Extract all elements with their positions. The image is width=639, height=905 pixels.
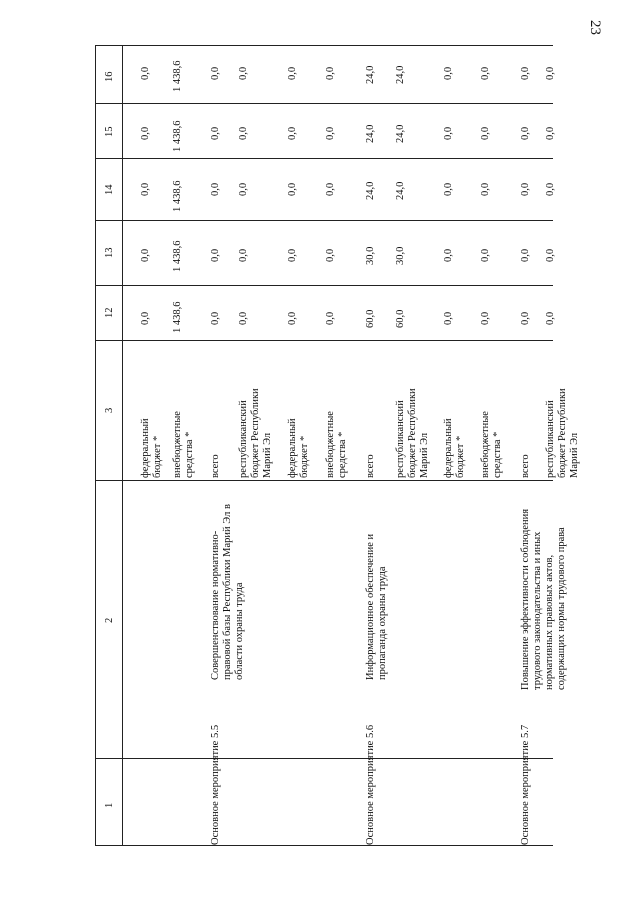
value-cell: 0,0 — [287, 126, 298, 140]
value-cell: 0,0 — [140, 182, 151, 196]
source-label: республиканский бюджет Республики Марий Эл — [395, 388, 430, 478]
header-col-13: 13 — [104, 247, 115, 258]
source-label: федеральный бюджет * — [443, 418, 466, 478]
value-cell: 0,0 — [238, 126, 249, 140]
header-col-12: 12 — [104, 307, 115, 318]
value-cell: 60,0 — [365, 309, 376, 328]
source-label: внебюджетные средства * — [172, 411, 195, 478]
value-cell: 24,0 — [395, 65, 406, 84]
measure-title: Повышение эффективности соблюдения трудового законодательства и иных нормативных правовых актов, содержащих нормы трудового права — [520, 508, 567, 690]
table-rule-4 — [95, 285, 553, 286]
value-cell: 24,0 — [395, 124, 406, 143]
value-cell: 0,0 — [140, 248, 151, 262]
value-cell: 24,0 — [365, 65, 376, 84]
value-cell: 0,0 — [140, 311, 151, 325]
source-label: внебюджетные средства * — [480, 411, 503, 478]
value-cell: 0,0 — [520, 182, 531, 196]
header-col-15: 15 — [104, 126, 115, 137]
source-label: республиканский бюджет Республики Марий Эл — [545, 388, 580, 478]
value-cell: 0,0 — [443, 311, 454, 325]
value-cell: 30,0 — [365, 246, 376, 265]
table-rule-5 — [95, 220, 553, 221]
value-cell: 0,0 — [545, 66, 556, 80]
value-cell: 0,0 — [520, 126, 531, 140]
value-cell: 0,0 — [520, 311, 531, 325]
value-cell: 0,0 — [140, 66, 151, 80]
table-rule-1 — [95, 758, 553, 759]
value-cell: 0,0 — [140, 126, 151, 140]
value-cell: 0,0 — [545, 182, 556, 196]
value-cell: 0,0 — [238, 66, 249, 80]
value-cell: 0,0 — [480, 311, 491, 325]
source-label: всего — [365, 454, 376, 478]
value-cell: 0,0 — [443, 248, 454, 262]
value-cell: 1 438,6 — [172, 180, 183, 212]
table-rule-2 — [95, 480, 553, 481]
source-label: всего — [210, 454, 221, 478]
value-cell: 0,0 — [210, 248, 221, 262]
value-cell: 0,0 — [545, 311, 556, 325]
value-cell: 0,0 — [287, 66, 298, 80]
value-cell: 0,0 — [443, 182, 454, 196]
header-left-rule — [95, 45, 96, 845]
value-cell: 0,0 — [520, 66, 531, 80]
value-cell: 0,0 — [210, 126, 221, 140]
table-rule-3 — [95, 340, 553, 341]
measure-title: Совершенствование нормативно-правовой базы Республики Марий Эл в области охраны труда — [210, 504, 245, 680]
source-label: федеральный бюджет * — [140, 418, 163, 478]
page-number: 23 — [587, 20, 603, 35]
value-cell: 0,0 — [325, 311, 336, 325]
value-cell: 0,0 — [545, 126, 556, 140]
value-cell: 1 438,6 — [172, 120, 183, 152]
value-cell: 0,0 — [238, 182, 249, 196]
table-rule-7 — [95, 103, 553, 104]
header-right-rule — [122, 45, 123, 845]
measure-code: Основное мероприятие 5.7 — [520, 724, 531, 845]
value-cell: 0,0 — [480, 248, 491, 262]
value-cell: 0,0 — [480, 182, 491, 196]
value-cell: 0,0 — [210, 182, 221, 196]
value-cell: 1 438,6 — [172, 301, 183, 333]
header-col-3: 3 — [104, 407, 115, 413]
header-col-1: 1 — [104, 802, 115, 808]
value-cell: 24,0 — [365, 181, 376, 200]
measure-title: Информационное обеспечение и пропаганда охраны труда — [365, 533, 388, 680]
value-cell: 0,0 — [325, 248, 336, 262]
value-cell: 0,0 — [480, 126, 491, 140]
value-cell: 24,0 — [395, 181, 406, 200]
value-cell: 0,0 — [238, 311, 249, 325]
value-cell: 24,0 — [365, 124, 376, 143]
value-cell: 0,0 — [480, 66, 491, 80]
measure-code: Основное мероприятие 5.6 — [365, 724, 376, 845]
header-col-14: 14 — [104, 184, 115, 195]
value-cell: 0,0 — [325, 182, 336, 196]
source-label: федеральный бюджет * — [287, 418, 310, 478]
value-cell: 0,0 — [287, 248, 298, 262]
value-cell: 0,0 — [545, 248, 556, 262]
table-bottom-rule — [95, 45, 553, 46]
value-cell: 0,0 — [325, 66, 336, 80]
table-rule-6 — [95, 158, 553, 159]
table-top-rule — [95, 845, 553, 846]
value-cell: 0,0 — [520, 248, 531, 262]
header-col-2: 2 — [104, 617, 115, 623]
source-label: всего — [520, 454, 531, 478]
measure-code: Основное мероприятие 5.5 — [210, 724, 221, 845]
header-col-16: 16 — [104, 71, 115, 82]
value-cell: 1 438,6 — [172, 240, 183, 272]
value-cell: 0,0 — [287, 311, 298, 325]
source-label: республиканский бюджет Республики Марий Эл — [238, 388, 273, 478]
value-cell: 30,0 — [395, 246, 406, 265]
value-cell: 60,0 — [395, 309, 406, 328]
value-cell: 0,0 — [287, 182, 298, 196]
value-cell: 0,0 — [210, 66, 221, 80]
value-cell: 1 438,6 — [172, 60, 183, 92]
value-cell: 0,0 — [238, 248, 249, 262]
value-cell: 0,0 — [325, 126, 336, 140]
value-cell: 0,0 — [443, 66, 454, 80]
value-cell: 0,0 — [443, 126, 454, 140]
value-cell: 0,0 — [210, 311, 221, 325]
source-label: внебюджетные средства * — [325, 411, 348, 478]
